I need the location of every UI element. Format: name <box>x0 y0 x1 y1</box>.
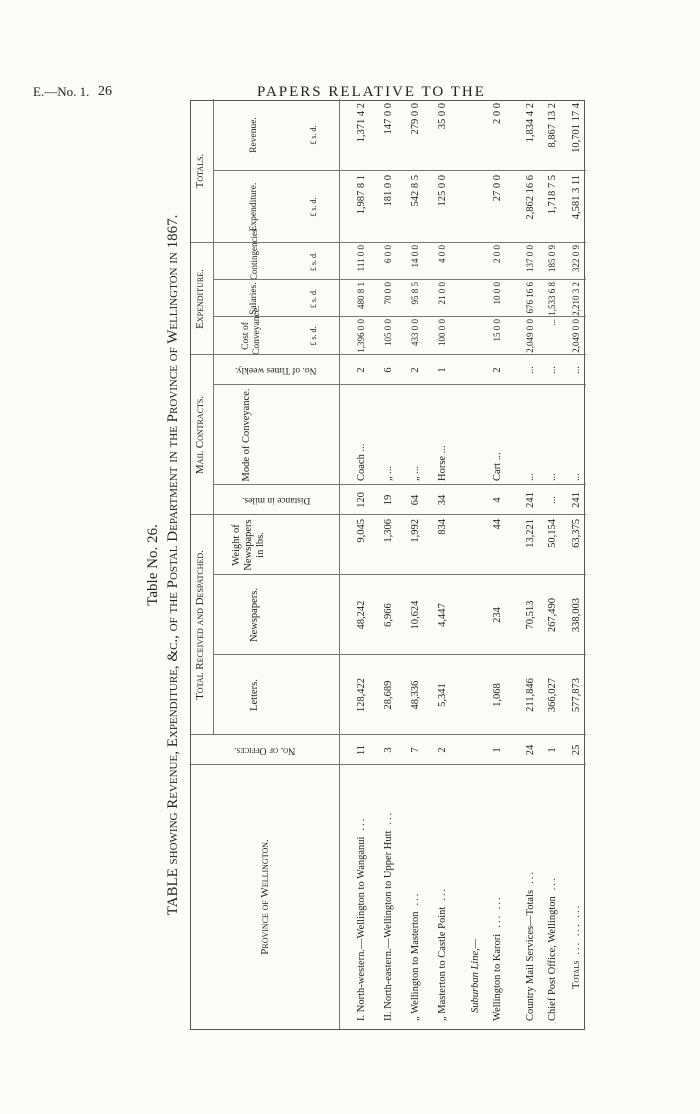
unit-salaries: £ s. d. <box>309 288 318 309</box>
cell-distance: 241 <box>525 492 536 508</box>
cell-distance: 120 <box>356 492 367 508</box>
cell-weight: 1,306 <box>383 519 394 543</box>
table-number: Table No. 26. <box>145 524 161 606</box>
cell-expenditure: 1,718 7 5 <box>547 175 558 215</box>
row-leader-dots: ... ... ... <box>571 903 582 955</box>
header-newspapers: Newspapers. <box>249 588 260 642</box>
cell-newspapers: 4,447 <box>437 603 448 627</box>
row-label <box>492 895 503 1021</box>
row-label-text: Totals <box>571 960 582 989</box>
cell-distance: 64 <box>410 494 421 506</box>
cell-weight: 1,992 <box>410 519 421 543</box>
header-expenditure-group: Expenditure. <box>194 269 206 329</box>
header-mode: Mode of Conveyance. <box>241 388 252 482</box>
rule-expenditure <box>213 243 214 355</box>
cell-newspapers: 234 <box>492 607 503 623</box>
row-leader-dots: ... <box>410 891 421 906</box>
cell-revenue: 2 0 0 <box>492 103 503 124</box>
cell-contingencies: 4 0 0 <box>437 245 447 263</box>
cell-distance: ... <box>547 496 558 504</box>
row-leader-dots: ... <box>547 876 558 891</box>
unit-contingencies: £ s. d. <box>309 251 318 272</box>
row-label-text: Country Mail Services—Totals <box>525 889 536 1021</box>
cell-mode: ... <box>547 473 558 481</box>
cell-conveyance: 433 0 0 <box>410 319 420 346</box>
cell-contingencies: 111 0 0 <box>356 245 366 272</box>
cell-distance: 241 <box>571 492 582 508</box>
cell-salaries: 676 16 6 <box>525 282 535 314</box>
cell-revenue: 279 0 0 <box>410 103 421 135</box>
cell-revenue: 1,834 4 2 <box>525 103 536 143</box>
cell-letters: 48,336 <box>410 680 421 710</box>
row-label-text: Wellington to Karori <box>492 933 503 1021</box>
cell-conveyance: 2,049 0 0 <box>571 319 581 353</box>
row-label <box>383 811 394 1021</box>
cell-revenue: 10,701 17 4 <box>571 103 582 153</box>
cell-letters: 577,873 <box>571 677 582 713</box>
cell-newspapers: 10,624 <box>410 600 421 630</box>
row-leader-dots: ... <box>525 870 536 884</box>
cell-salaries: 480 8 1 <box>356 282 366 309</box>
cell-times: 2 <box>492 367 503 373</box>
header-letters: Letters. <box>249 679 260 711</box>
cell-conveyance: ... <box>547 319 557 326</box>
cell-expenditure: 125 0 0 <box>437 175 448 207</box>
cell-revenue: 147 0 0 <box>383 103 394 135</box>
cell-expenditure: 1,987 8 1 <box>356 175 367 215</box>
row-label-text: Chief Post Office, Wellington <box>547 896 558 1021</box>
header-distance: Distance in miles. <box>241 495 311 506</box>
page-ref: E.—No. 1. <box>33 84 90 99</box>
cell-weight: 9,045 <box>356 519 367 543</box>
cell-distance: 34 <box>437 494 448 506</box>
cell-offices: 2 <box>437 747 448 753</box>
header-conveyance: Cost of Conveyance. <box>241 305 262 355</box>
cell-expenditure: 181 0 0 <box>383 175 394 207</box>
row-leader-dots: ... <box>437 886 448 901</box>
cell-salaries: 95 8 5 <box>410 282 420 305</box>
unit-conveyance: £ s. d. <box>309 326 318 346</box>
cell-letters: 1,068 <box>492 683 503 707</box>
cell-times: 2 <box>356 367 367 373</box>
cell-letters: 5,341 <box>437 683 448 707</box>
cell-weight: 44 <box>492 519 503 530</box>
header-province: Province of Wellington. <box>258 839 271 955</box>
cell-letters: 128,422 <box>356 677 367 713</box>
row-leader-dots: ... <box>383 810 394 825</box>
row-label-text: II. North-eastern.—Wellington to Upper Hutt <box>383 830 394 1021</box>
cell-salaries: 70 0 0 <box>383 282 393 305</box>
cell-expenditure: 542 8 5 <box>410 175 421 207</box>
cell-mode: ... <box>571 473 582 481</box>
cell-conveyance: 100 0 0 <box>437 319 447 346</box>
cell-times: ... <box>547 366 558 374</box>
header-tot-expenditure: Expenditure. <box>249 182 259 232</box>
row-label <box>410 892 421 1021</box>
cell-letters: 211,846 <box>525 678 536 712</box>
cell-newspapers: 6,966 <box>383 603 394 627</box>
cell-offices: 25 <box>571 744 582 756</box>
header-weight: Weight of Newspapers in lbs. <box>231 519 267 571</box>
cell-letters: 28,689 <box>383 680 394 710</box>
row-leader-dots: ... ... <box>492 895 503 928</box>
rule-total-received <box>213 515 214 735</box>
cell-salaries: 21 0 0 <box>437 282 447 305</box>
header-offices: No. of Offices. <box>234 744 296 756</box>
cell-revenue: 8,867 13 2 <box>547 103 558 148</box>
cell-contingencies: 322 0 9 <box>571 245 581 272</box>
page-number: 26 <box>98 84 112 99</box>
cell-conveyance: 1,396 0 0 <box>356 319 366 353</box>
row-label <box>547 876 558 1021</box>
cell-offices: 3 <box>383 747 394 753</box>
cell-offices: 1 <box>492 747 503 753</box>
cell-offices: 1 <box>547 747 558 753</box>
cell-newspapers: 70,513 <box>525 600 536 630</box>
cell-conveyance: 2,049 0 0 <box>525 319 535 353</box>
row-label <box>525 870 536 1021</box>
header-total-received: Total Received and Despatched. <box>194 550 206 700</box>
cell-weight: 63,375 <box>571 519 582 548</box>
cell-newspapers: 267,490 <box>547 597 558 633</box>
cell-contingencies: 6 0 0 <box>383 245 393 263</box>
row-label <box>470 933 481 1013</box>
rule-totals <box>213 99 214 243</box>
header-revenue: Revenue. <box>249 117 259 153</box>
row-label-text: Suburban Line,— <box>470 938 481 1013</box>
rule-mail-contracts <box>213 355 214 515</box>
row-label <box>571 904 582 989</box>
cell-weight: 834 <box>437 519 448 535</box>
cell-mode: Cart ... <box>492 452 503 481</box>
header-times-cell <box>213 355 339 385</box>
cell-newspapers: 48,242 <box>356 600 367 630</box>
cell-distance: 19 <box>383 494 394 506</box>
rotated-table-page <box>145 100 585 1030</box>
cell-times: 6 <box>383 367 394 373</box>
cell-mode: „ ... <box>383 465 394 481</box>
cell-mode: „ ... <box>410 465 421 481</box>
cell-conveyance: 105 0 0 <box>383 319 393 346</box>
running-head: PAPERS RELATIVE TO THE <box>257 84 486 100</box>
cell-times: ... <box>525 366 536 374</box>
cell-expenditure: 4,581 3 11 <box>571 175 582 220</box>
cell-contingencies: 14 0 0 <box>410 245 420 268</box>
row-label-text: I. North-western.—Wellington to Wanganui <box>356 836 367 1021</box>
row-label-text: „ Wellington to Masterton <box>410 911 421 1021</box>
cell-offices: 11 <box>356 744 367 756</box>
header-totals-group: Totals. <box>194 153 206 189</box>
cell-salaries: 10 0 0 <box>492 282 502 305</box>
cell-revenue: 35 0 0 <box>437 103 448 130</box>
cell-mode: Coach ... <box>356 443 367 481</box>
cell-revenue: 1,371 4 2 <box>356 103 367 143</box>
row-label-text: „ Masterton to Castle Point <box>437 906 448 1021</box>
unit-expenditure: £ s. d. <box>309 197 318 217</box>
row-label <box>356 817 367 1021</box>
cell-expenditure: 27 0 0 <box>492 175 503 202</box>
header-salaries: Salaries. <box>249 282 259 315</box>
header-contingencies: Contingencies <box>249 228 259 280</box>
cell-weight: 50,154 <box>547 519 558 548</box>
unit-revenue: £ s. d. <box>309 125 318 145</box>
cell-weight: 13,221 <box>525 519 536 548</box>
cell-contingencies: 185 0 9 <box>547 245 557 272</box>
cell-distance: 4 <box>492 497 503 503</box>
cell-letters: 366,027 <box>547 677 558 713</box>
cell-contingencies: 2 0 0 <box>492 245 502 263</box>
cell-newspapers: 338,003 <box>571 597 582 633</box>
header-mail-contracts: Mail Contracts. <box>194 395 206 475</box>
header-distance-cell <box>213 485 339 515</box>
header-offices-cell <box>191 735 339 765</box>
postal-table <box>190 100 585 1030</box>
row-label <box>437 887 448 1021</box>
cell-salaries: 2,210 3 2 <box>571 282 581 316</box>
header-rule <box>339 99 340 1029</box>
cell-salaries: 1,533 6 8 <box>547 282 557 316</box>
cell-conveyance: 15 0 0 <box>492 319 502 342</box>
cell-offices: 7 <box>410 747 421 753</box>
cell-expenditure: 2,862 16 6 <box>525 175 536 220</box>
cell-times: 2 <box>410 367 421 373</box>
table-title: TABLE showing Revenue, Expenditure, &c., of the Postal Department in the Province of Wellington in 1867. <box>165 214 181 916</box>
row-leader-dots: ... <box>356 816 367 831</box>
cell-mode: Horse ... <box>437 445 448 481</box>
cell-times: 1 <box>437 367 448 373</box>
header-times: No. of Times weekly. <box>235 365 317 376</box>
cell-contingencies: 137 0 0 <box>525 245 535 272</box>
cell-times: ... <box>571 366 582 374</box>
cell-offices: 24 <box>525 744 536 756</box>
cell-mode: ... <box>525 473 536 481</box>
